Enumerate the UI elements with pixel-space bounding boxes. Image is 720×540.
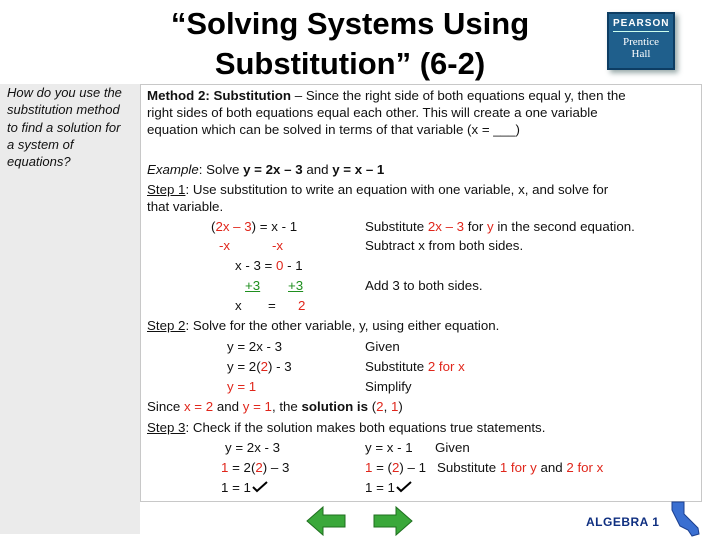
since-v1: 2 bbox=[376, 399, 384, 414]
example-eq-2: y = x – 1 bbox=[332, 162, 385, 177]
step3-row-1-left: y = 2x - 3 bbox=[225, 440, 281, 455]
previous-arrow-icon[interactable] bbox=[305, 505, 347, 537]
s2r2-b: ) - 3 bbox=[268, 359, 292, 374]
step3-label: Step 3 bbox=[147, 420, 186, 435]
s3r3-mid: 1 = 1 bbox=[365, 480, 395, 495]
s3-b: ) – 1 bbox=[399, 460, 427, 475]
s3n-red: 1 for y bbox=[499, 460, 537, 475]
next-arrow-icon[interactable] bbox=[372, 505, 414, 537]
s3-red: 2 bbox=[392, 460, 400, 475]
row3-red: 0 bbox=[276, 258, 284, 273]
step2-row-3: y = 1 bbox=[227, 379, 257, 394]
note-text: in the second equation. bbox=[493, 219, 635, 234]
since-f: ) bbox=[398, 399, 403, 414]
course-label: ALGEBRA 1 bbox=[586, 515, 660, 529]
work1-row-4-right: +3 bbox=[288, 278, 304, 293]
work1-row-5-eq: = bbox=[268, 298, 276, 313]
step3-row-2-mid bbox=[365, 459, 426, 476]
question-line: How do you use the bbox=[7, 85, 122, 100]
work1-paren: ( bbox=[211, 219, 216, 234]
work1-row-2-right: -x bbox=[272, 238, 284, 253]
s2n2-a: Substitute bbox=[365, 359, 428, 374]
method-line-2: right sides of both equations equal each other. This will create a one variable bbox=[147, 105, 598, 120]
step3-row-2-left bbox=[221, 459, 289, 476]
row3-a: x - 3 = bbox=[235, 258, 277, 273]
example-and: and bbox=[302, 162, 333, 177]
s3n-a: Substitute bbox=[437, 460, 500, 475]
title-line-2: Substitution” (6-2) bbox=[214, 46, 486, 81]
s3-red: 1 bbox=[221, 460, 229, 475]
checkmark-icon bbox=[396, 481, 412, 493]
s3n-c: and bbox=[536, 460, 567, 475]
s3-b: ) – 3 bbox=[262, 460, 290, 475]
s3-a: = ( bbox=[372, 460, 392, 475]
since-e: , bbox=[383, 399, 391, 414]
note-red: 2x – 3 bbox=[427, 219, 465, 234]
step1-line-2: that variable. bbox=[147, 199, 224, 214]
work1-row-2-left: -x bbox=[219, 238, 231, 253]
step2-note-1: Given bbox=[365, 339, 400, 354]
method-text: – Since the right side of both equations equal y, then the bbox=[291, 88, 626, 103]
s3r3-left: 1 = 1 bbox=[221, 480, 251, 495]
page-title bbox=[130, 4, 570, 84]
logo-brand: PEARSON bbox=[613, 18, 669, 32]
step3-text: : Check if the solution makes both equations true statements. bbox=[185, 420, 546, 435]
work1-sub-expr: 2x – 3 bbox=[215, 219, 252, 234]
step2-note-2 bbox=[365, 358, 465, 375]
example-text: : Solve bbox=[198, 162, 244, 177]
step2-row-2 bbox=[227, 358, 292, 375]
s2r2-red: 2 bbox=[260, 359, 269, 374]
pearson-logo bbox=[607, 12, 675, 70]
method-heading: Method 2: Substitution bbox=[147, 88, 292, 103]
question-line: to find a solution for bbox=[7, 119, 121, 135]
step3-row-3-left bbox=[221, 479, 268, 496]
question-line: equations? bbox=[7, 154, 71, 170]
checkmark-icon bbox=[252, 481, 268, 493]
example-label: Example bbox=[147, 162, 199, 177]
essential-question bbox=[7, 84, 140, 170]
work1-note-1 bbox=[365, 218, 635, 235]
lesson-content bbox=[140, 84, 702, 502]
work1-row-4-left: +3 bbox=[245, 278, 261, 293]
work1-row-5-x: x bbox=[235, 298, 242, 313]
step2-text: : Solve for the other variable, y, using either equation. bbox=[185, 318, 500, 333]
s3n-red: 2 for x bbox=[566, 460, 604, 475]
note-text: Substitute bbox=[365, 219, 428, 234]
work1-note-4: Add 3 to both sides. bbox=[365, 278, 483, 293]
since-b: and bbox=[213, 399, 243, 414]
since-a: Since bbox=[147, 399, 184, 414]
work1-row-5-val: 2 bbox=[298, 298, 306, 313]
s2r2-a: y = 2( bbox=[227, 359, 261, 374]
since-d: ( bbox=[368, 399, 377, 414]
step2-note-3: Simplify bbox=[365, 379, 412, 394]
logo-line-1: Prentice bbox=[622, 36, 660, 48]
method-line-1 bbox=[147, 87, 626, 104]
s3-red: 1 bbox=[365, 460, 373, 475]
work1-note-2: Subtract x from both sides. bbox=[365, 238, 524, 253]
step1-line-1 bbox=[147, 181, 608, 198]
solution-line bbox=[147, 398, 403, 415]
step3-row-3-mid bbox=[365, 479, 412, 496]
logo-line-2: Hall bbox=[631, 48, 651, 60]
step1-label: Step 1 bbox=[147, 182, 186, 197]
method-line-3: equation which can be solved in terms of that variable (x = ___) bbox=[147, 122, 520, 137]
question-line: a system of bbox=[7, 136, 74, 152]
question-line: substitution method bbox=[7, 102, 120, 118]
since-y: y = 1 bbox=[242, 399, 272, 414]
example-line bbox=[147, 161, 384, 178]
left-panel bbox=[0, 84, 140, 534]
since-sol: solution is bbox=[301, 399, 369, 414]
california-state-icon bbox=[666, 500, 706, 538]
work1-row-3 bbox=[235, 257, 303, 274]
example-eq-1: y = 2x – 3 bbox=[243, 162, 303, 177]
s3-a: = 2( bbox=[228, 460, 256, 475]
step3-line-1 bbox=[147, 419, 545, 436]
step2-row-1: y = 2x - 3 bbox=[227, 339, 283, 354]
since-c: , the bbox=[271, 399, 302, 414]
work1-rest: ) = x - 1 bbox=[251, 219, 298, 234]
title-line-1: “Solving Systems Using bbox=[170, 6, 530, 41]
step2-line-1 bbox=[147, 317, 499, 334]
step3-note-2 bbox=[437, 459, 603, 476]
note-text: for bbox=[464, 219, 487, 234]
since-x: x = 2 bbox=[183, 399, 214, 414]
row3-b: - 1 bbox=[283, 258, 303, 273]
note-red: y bbox=[486, 219, 494, 234]
s3-red: 2 bbox=[255, 460, 263, 475]
step2-label: Step 2 bbox=[147, 318, 186, 333]
s2n2-red: 2 for x bbox=[427, 359, 465, 374]
step3-row-1-mid: y = x - 1 bbox=[365, 440, 413, 455]
step3-note-1: Given bbox=[435, 440, 470, 455]
step1-text: : Use substitution to write an equation with one variable, x, and solve for bbox=[185, 182, 609, 197]
since-v2: 1 bbox=[390, 399, 399, 414]
work1-row-1 bbox=[211, 218, 297, 235]
